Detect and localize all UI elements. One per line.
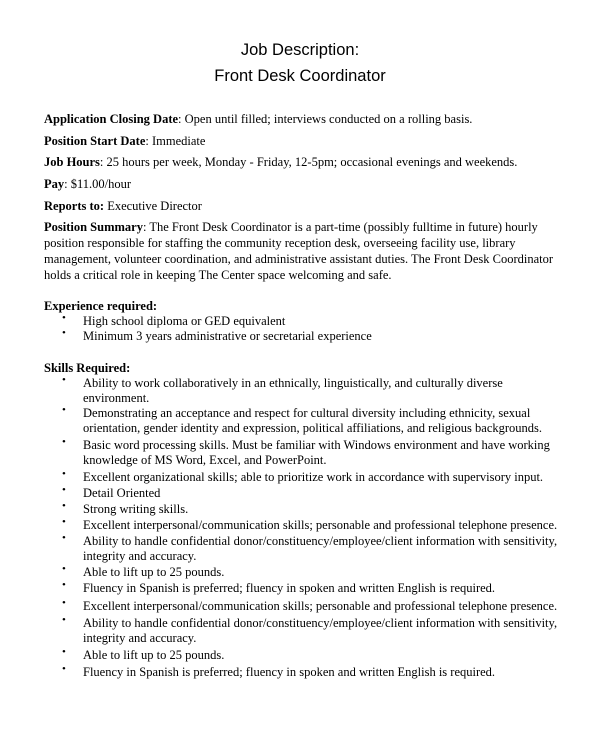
bullet-icon: •	[62, 404, 66, 416]
bullet-icon: •	[62, 327, 66, 339]
skills-heading: Skills Required:	[44, 361, 131, 375]
list-item: • Strong writing skills.	[62, 500, 189, 516]
bullet-icon: •	[62, 614, 66, 626]
bullet-icon: •	[62, 597, 66, 609]
bullet-icon: •	[62, 484, 66, 496]
bullet-icon: •	[62, 563, 66, 575]
list-item: • Minimum 3 years administrative or secretarial experience	[62, 327, 372, 343]
bullet-icon: •	[62, 500, 66, 512]
list-item: • Ability to handle confidential donor/constituency/employee/client information with sensitivity, integrity and accuracy.	[62, 532, 558, 563]
list-item: • Ability to handle confidential donor/constituency/employee/client information with sensitivity, integrity and accuracy.	[62, 614, 558, 645]
summary-label: Position Summary	[44, 220, 143, 234]
list-item: • Excellent interpersonal/communication skills; personable and professional telephone presence.	[62, 516, 558, 532]
detail-value: Executive Director	[104, 199, 202, 213]
list-item: • Fluency in Spanish is preferred; fluency in spoken and written English is required.	[62, 579, 496, 595]
list-item: • Basic word processing skills. Must be familiar with Windows environment and have working knowledge of MS Word, Excel, and PowerPoint.	[62, 436, 550, 467]
list-item: • Detail Oriented	[62, 484, 161, 500]
detail-label: Pay	[44, 177, 65, 191]
detail-value: : 25 hours per week, Monday - Friday, 12-5pm; occasional evenings and weekends.	[99, 155, 518, 169]
experience-heading: Experience required:	[44, 299, 158, 313]
bullet-icon: •	[62, 579, 66, 591]
detail-value: : Immediate	[145, 134, 206, 148]
position-summary	[44, 219, 564, 283]
detail-start-date	[44, 133, 574, 149]
list-item: • Demonstrating an acceptance and respect for cultural diversity including ethnicity, sexual orientation, gender identity and expression, political affiliations, and religious backgrounds.	[62, 404, 543, 435]
bullet-icon: •	[62, 646, 66, 658]
summary-text: : The Front Desk Coordinator is a part-time (possibly fulltime in future) hourly position responsible for staffing the community reception desk, overseeing facility use, library management, volunteer coordination, and administrative assistant duties. The Front Desk Coordinator holds a critical role in keeping The Center space welcoming and safe.	[44, 220, 554, 282]
detail-pay	[44, 176, 574, 192]
title-line-2: Front Desk Coordinator	[214, 67, 386, 85]
detail-job-hours	[44, 154, 574, 170]
detail-value: : Open until filled; interviews conducted on a rolling basis.	[178, 112, 473, 126]
bullet-icon: •	[62, 532, 66, 544]
bullet-icon: •	[62, 436, 66, 448]
detail-reports-to	[44, 198, 574, 214]
list-item: • Excellent organizational skills; able to prioritize work in accordance with supervisory input.	[62, 468, 544, 484]
list-item: • Ability to work collaboratively in an ethnically, linguistically, and culturally diverse environment.	[62, 374, 503, 405]
bullet-icon: •	[62, 374, 66, 386]
bullet-icon: •	[62, 312, 66, 324]
detail-label: Application Closing Date	[44, 112, 179, 126]
list-item: • Able to lift up to 25 pounds.	[62, 646, 225, 662]
bullet-icon: •	[62, 468, 66, 480]
detail-label: Position Start Date	[44, 134, 146, 148]
list-item: • High school diploma or GED equivalent	[62, 312, 286, 328]
bullet-icon: •	[62, 516, 66, 528]
bullet-icon: •	[62, 663, 66, 675]
detail-label: Reports to:	[44, 199, 105, 213]
list-item: • Able to lift up to 25 pounds.	[62, 563, 225, 579]
list-item: • Excellent interpersonal/communication skills; personable and professional telephone presence.	[62, 597, 558, 613]
list-item: • Fluency in Spanish is preferred; fluency in spoken and written English is required.	[62, 663, 496, 679]
detail-value: : $11.00/hour	[64, 177, 132, 191]
title-line-1: Job Description:	[240, 41, 360, 59]
detail-label: Job Hours	[44, 155, 100, 169]
detail-closing-date	[44, 111, 574, 127]
